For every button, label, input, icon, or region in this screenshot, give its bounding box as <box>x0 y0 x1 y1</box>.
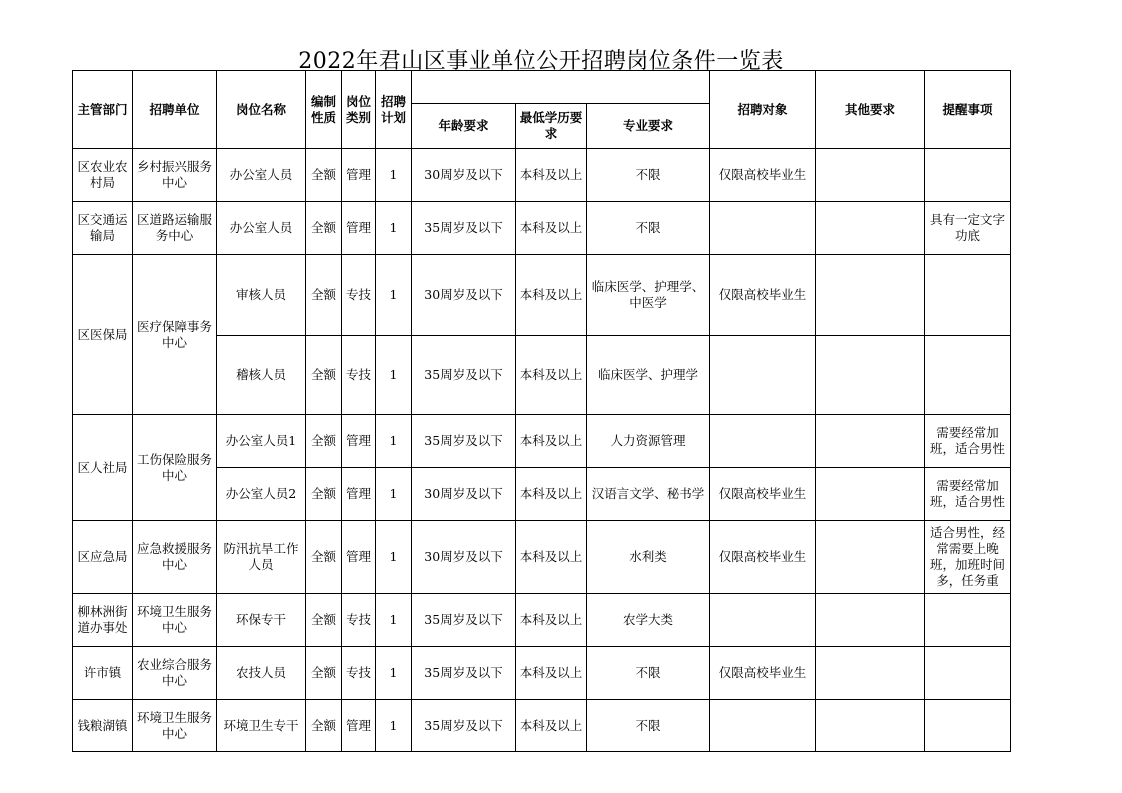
cell-remind: 需要经常加班，适合男性 <box>925 415 1011 468</box>
cell-remind <box>925 700 1011 752</box>
recruitment-table <box>72 70 1011 752</box>
cell-age: 30周岁及以下 <box>412 521 516 594</box>
table-row <box>73 202 1011 255</box>
cell-nature: 全额 <box>306 521 342 594</box>
cell-target: 仅限高校毕业生 <box>710 647 816 700</box>
cell-age: 35周岁及以下 <box>412 336 516 415</box>
cell-nature: 全额 <box>306 594 342 647</box>
cell-other <box>816 521 925 594</box>
cell-edu: 本科及以上 <box>516 700 587 752</box>
cell-remind <box>925 149 1011 202</box>
cell-major: 汉语言文学、秘书学 <box>587 468 710 521</box>
cell-other <box>816 202 925 255</box>
cell-other <box>816 255 925 336</box>
cell-edu: 本科及以上 <box>516 521 587 594</box>
cell-edu: 本科及以上 <box>516 336 587 415</box>
cell-plan: 1 <box>376 255 412 336</box>
cell-dept: 许市镇 <box>73 647 133 700</box>
cell-unit: 工伤保险服务中心 <box>133 415 217 521</box>
cell-target <box>710 594 816 647</box>
cell-category: 专技 <box>342 594 376 647</box>
cell-age: 30周岁及以下 <box>412 149 516 202</box>
cell-nature: 全额 <box>306 700 342 752</box>
cell-age: 35周岁及以下 <box>412 594 516 647</box>
cell-dept: 区医保局 <box>73 255 133 415</box>
header-dept: 主管部门 <box>73 71 133 149</box>
header-major: 专业要求 <box>587 104 710 149</box>
cell-remind: 需要经常加班，适合男性 <box>925 468 1011 521</box>
cell-post: 办公室人员1 <box>217 415 306 468</box>
cell-dept: 区交通运输局 <box>73 202 133 255</box>
cell-age: 30周岁及以下 <box>412 255 516 336</box>
cell-major: 临床医学、护理学 <box>587 336 710 415</box>
cell-major: 水利类 <box>587 521 710 594</box>
cell-target: 仅限高校毕业生 <box>710 521 816 594</box>
header-post: 岗位名称 <box>217 71 306 149</box>
cell-dept: 区应急局 <box>73 521 133 594</box>
cell-unit: 农业综合服务中心 <box>133 647 217 700</box>
cell-remind: 具有一定文字功底 <box>925 202 1011 255</box>
cell-category: 管理 <box>342 415 376 468</box>
table-row <box>73 647 1011 700</box>
header-other: 其他要求 <box>816 71 925 149</box>
cell-major: 不限 <box>587 647 710 700</box>
cell-dept: 区农业农村局 <box>73 149 133 202</box>
cell-category: 管理 <box>342 202 376 255</box>
cell-other <box>816 336 925 415</box>
cell-post: 农技人员 <box>217 647 306 700</box>
header-age: 年龄要求 <box>412 104 516 149</box>
cell-plan: 1 <box>376 594 412 647</box>
cell-post: 稽核人员 <box>217 336 306 415</box>
cell-post: 办公室人员 <box>217 149 306 202</box>
cell-other <box>816 149 925 202</box>
header-category: 岗位类别 <box>342 71 376 149</box>
cell-age: 30周岁及以下 <box>412 468 516 521</box>
header-target: 招聘对象 <box>710 71 816 149</box>
cell-nature: 全额 <box>306 202 342 255</box>
cell-remind: 适合男性，经常需要上晚班，加班时间多，任务重 <box>925 521 1011 594</box>
cell-target <box>710 202 816 255</box>
table-row <box>73 149 1011 202</box>
cell-unit: 乡村振兴服务中心 <box>133 149 217 202</box>
cell-nature: 全额 <box>306 647 342 700</box>
cell-edu: 本科及以上 <box>516 415 587 468</box>
cell-nature: 全额 <box>306 336 342 415</box>
cell-post: 防汛抗旱工作人员 <box>217 521 306 594</box>
cell-dept: 钱粮湖镇 <box>73 700 133 752</box>
header-plan: 招聘计划 <box>376 71 412 149</box>
header-edu: 最低学历要求 <box>516 104 587 149</box>
cell-edu: 本科及以上 <box>516 149 587 202</box>
cell-other <box>816 700 925 752</box>
cell-plan: 1 <box>376 415 412 468</box>
cell-unit: 环境卫生服务中心 <box>133 594 217 647</box>
cell-major: 不限 <box>587 700 710 752</box>
cell-remind <box>925 255 1011 336</box>
cell-plan: 1 <box>376 521 412 594</box>
cell-unit: 环境卫生服务中心 <box>133 700 217 752</box>
cell-plan: 1 <box>376 468 412 521</box>
header-unit: 招聘单位 <box>133 71 217 149</box>
cell-post: 办公室人员2 <box>217 468 306 521</box>
cell-target <box>710 700 816 752</box>
table-row <box>73 521 1011 594</box>
cell-post: 环境卫生专干 <box>217 700 306 752</box>
cell-major: 不限 <box>587 149 710 202</box>
cell-plan: 1 <box>376 700 412 752</box>
table-row <box>73 255 1011 336</box>
cell-edu: 本科及以上 <box>516 202 587 255</box>
header-requirements-group <box>412 71 710 104</box>
cell-category: 专技 <box>342 255 376 336</box>
cell-remind <box>925 336 1011 415</box>
cell-age: 35周岁及以下 <box>412 415 516 468</box>
cell-age: 35周岁及以下 <box>412 647 516 700</box>
cell-post: 审核人员 <box>217 255 306 336</box>
cell-target <box>710 415 816 468</box>
page-title: 2022年君山区事业单位公开招聘岗位条件一览表 <box>298 49 784 74</box>
cell-target: 仅限高校毕业生 <box>710 255 816 336</box>
cell-target <box>710 336 816 415</box>
cell-category: 管理 <box>342 468 376 521</box>
cell-major: 人力资源管理 <box>587 415 710 468</box>
cell-plan: 1 <box>376 336 412 415</box>
cell-remind <box>925 594 1011 647</box>
cell-age: 35周岁及以下 <box>412 202 516 255</box>
cell-target: 仅限高校毕业生 <box>710 468 816 521</box>
cell-other <box>816 415 925 468</box>
cell-other <box>816 647 925 700</box>
cell-unit: 医疗保障事务中心 <box>133 255 217 415</box>
cell-nature: 全额 <box>306 415 342 468</box>
cell-category: 专技 <box>342 647 376 700</box>
cell-major: 农学大类 <box>587 594 710 647</box>
cell-major: 不限 <box>587 202 710 255</box>
cell-other <box>816 594 925 647</box>
cell-edu: 本科及以上 <box>516 594 587 647</box>
cell-category: 专技 <box>342 336 376 415</box>
table-row <box>73 415 1011 468</box>
cell-nature: 全额 <box>306 468 342 521</box>
cell-nature: 全额 <box>306 149 342 202</box>
cell-edu: 本科及以上 <box>516 647 587 700</box>
header-remind: 提醒事项 <box>925 71 1011 149</box>
cell-dept: 区人社局 <box>73 415 133 521</box>
cell-plan: 1 <box>376 647 412 700</box>
cell-plan: 1 <box>376 149 412 202</box>
cell-category: 管理 <box>342 700 376 752</box>
cell-major: 临床医学、护理学、中医学 <box>587 255 710 336</box>
cell-post: 办公室人员 <box>217 202 306 255</box>
cell-edu: 本科及以上 <box>516 468 587 521</box>
cell-dept: 柳林洲街道办事处 <box>73 594 133 647</box>
cell-unit: 应急救援服务中心 <box>133 521 217 594</box>
cell-edu: 本科及以上 <box>516 255 587 336</box>
table-row <box>73 700 1011 752</box>
header-nature: 编制性质 <box>306 71 342 149</box>
cell-nature: 全额 <box>306 255 342 336</box>
cell-unit: 区道路运输服务中心 <box>133 202 217 255</box>
cell-other <box>816 468 925 521</box>
cell-plan: 1 <box>376 202 412 255</box>
cell-post: 环保专干 <box>217 594 306 647</box>
cell-category: 管理 <box>342 149 376 202</box>
cell-target: 仅限高校毕业生 <box>710 149 816 202</box>
cell-age: 35周岁及以下 <box>412 700 516 752</box>
cell-category: 管理 <box>342 521 376 594</box>
table-row <box>73 594 1011 647</box>
cell-remind <box>925 647 1011 700</box>
